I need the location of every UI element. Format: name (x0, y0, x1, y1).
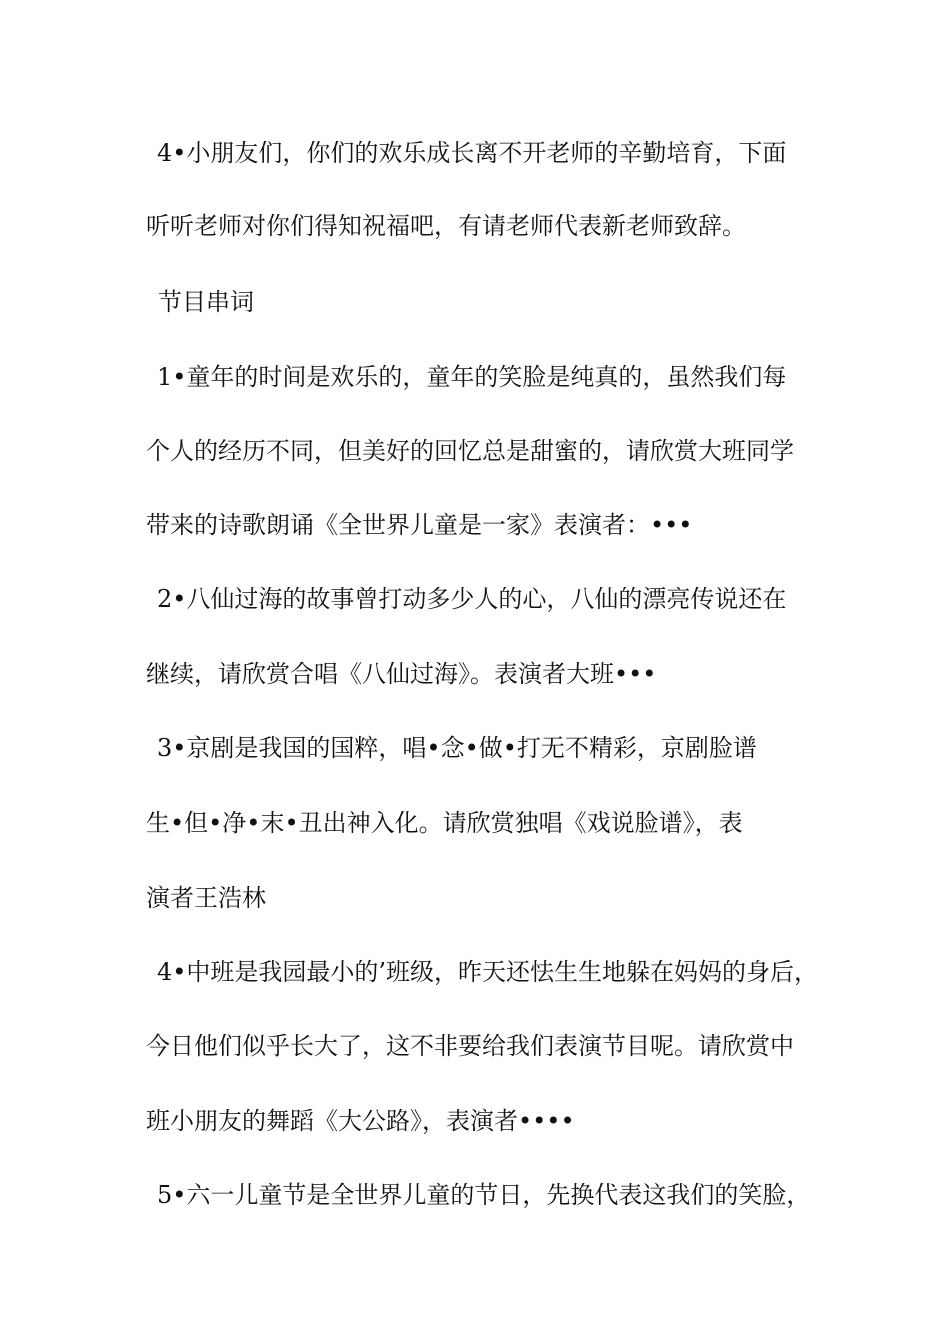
paragraph-line-10: 演者王浩林 (146, 884, 266, 912)
paragraph-line-8: 3•京剧是我国的国粹，唱•念•做•打无不精彩，京剧脸谱 (157, 734, 757, 762)
paragraph-line-13: 班小朋友的舞蹈《大公路》，表演者•••• (146, 1107, 575, 1135)
paragraph-line-14: 5•六一儿童节是全世界儿童的节日，先换代表这我们的笑脸， (157, 1181, 811, 1209)
paragraph-line-4: 个人的经历不同，但美好的回忆总是甜蜜的，请欣赏大班同学 (146, 437, 794, 465)
paragraph-line-2: 听听老师对你们得知祝福吧，有请老师代表新老师致辞。 (146, 212, 746, 240)
paragraph-line-5: 带来的诗歌朗诵《全世界儿童是一家》表演者：••• (146, 511, 693, 539)
paragraph-line-7: 继续，请欣赏合唱《八仙过海》。表演者大班••• (146, 660, 657, 688)
section-heading: 节目串词 (158, 288, 254, 316)
paragraph-line-11: 4•中班是我园最小的’班级，昨天还怯生生地躲在妈妈的身后， (157, 958, 819, 986)
paragraph-line-3: 1•童年的时间是欢乐的，童年的笑脸是纯真的，虽然我们每 (157, 363, 787, 391)
paragraph-line-6: 2•八仙过海的故事曾打动多少人的心，八仙的漂亮传说还在 (157, 585, 787, 613)
paragraph-line-9: 生•但•净•末•丑出神入化。请欣赏独唱《戏说脸谱》，表 (146, 809, 743, 837)
paragraph-line-1: 4•小朋友们，你们的欢乐成长离不开老师的辛勤培育，下面 (157, 139, 787, 167)
paragraph-line-12: 今日他们似乎长大了，这不非要给我们表演节目呢。请欣赏中 (146, 1032, 794, 1060)
